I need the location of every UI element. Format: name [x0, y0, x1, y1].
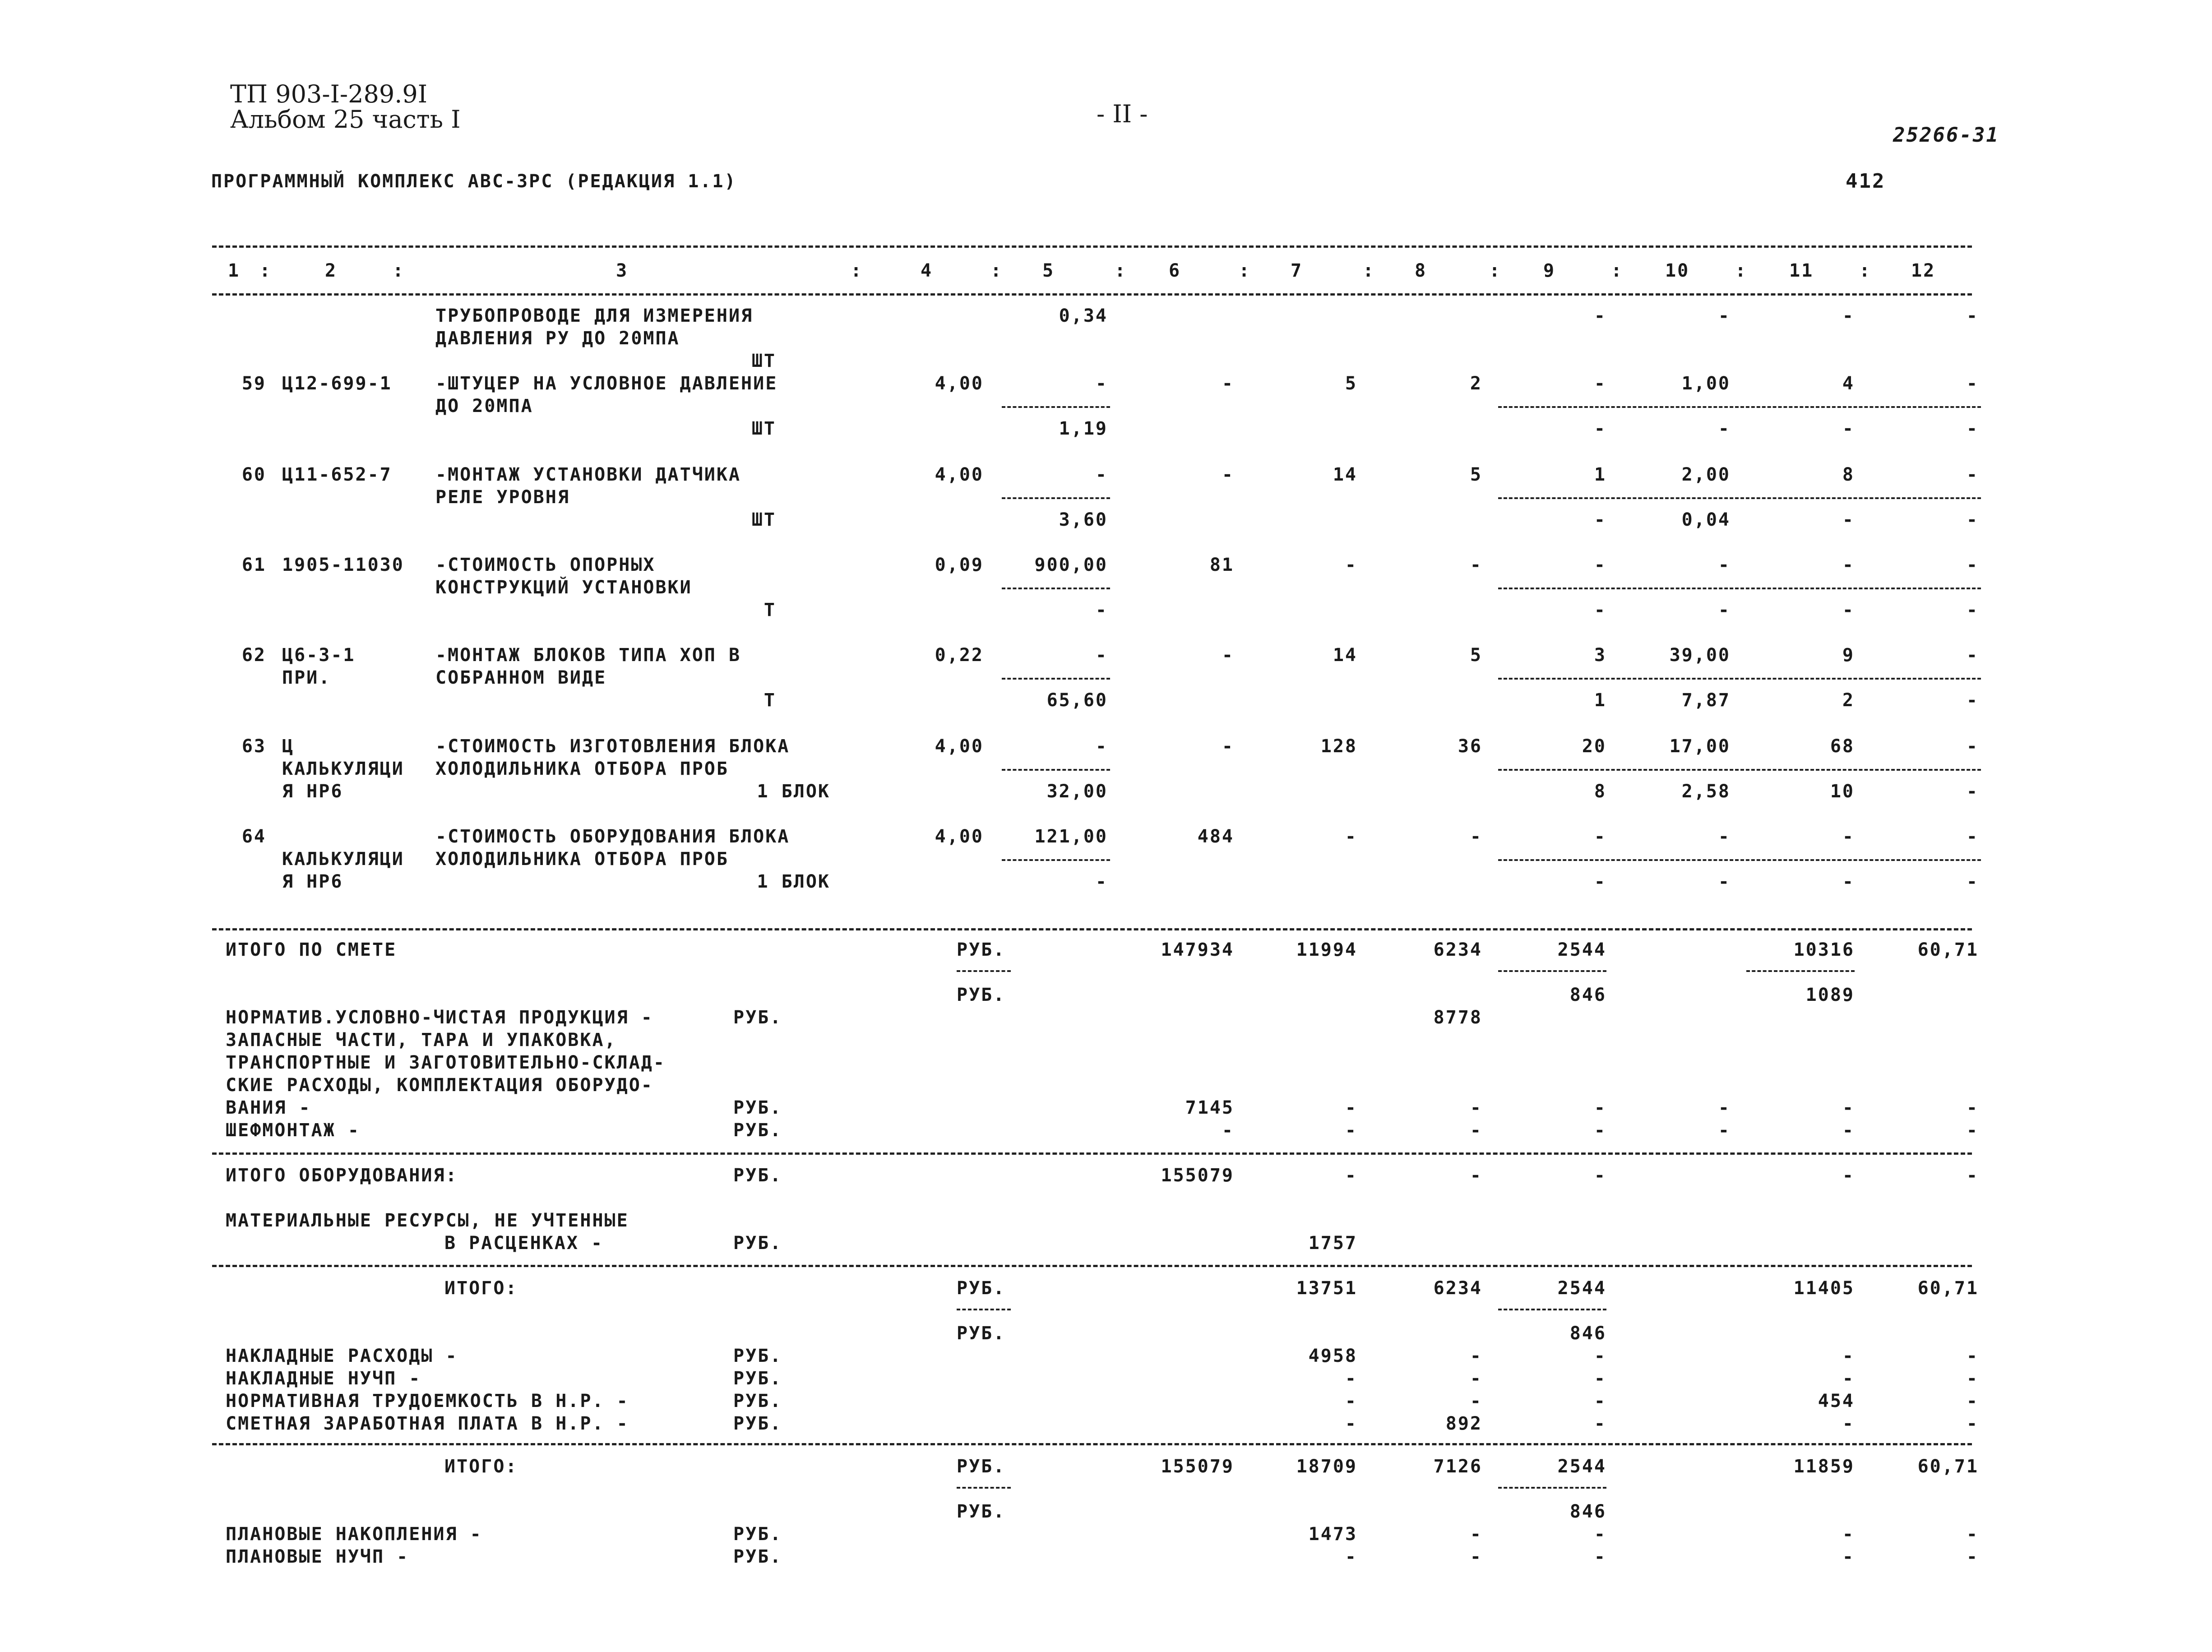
- program-title: ПРОГРАММНЫЙ КОМПЛЕКС АВС-3РС (РЕДАКЦИЯ 1.1): [211, 171, 737, 192]
- spare-parts-line: ЗАПАСНЫЕ ЧАСТИ, ТАРА И УПАКОВКА,: [226, 1030, 617, 1050]
- shefmontazh-c9: -: [1594, 1120, 1606, 1141]
- row-code: Я НР6: [282, 781, 343, 802]
- itogo2-unit-rule: [957, 1487, 1011, 1489]
- row-code: Ц: [282, 736, 295, 757]
- overhead-row-c7: 4958: [1308, 1346, 1357, 1366]
- overhead-row-unit: РУБ.: [733, 1368, 782, 1389]
- row-code: 1905-11030: [282, 555, 404, 575]
- album-label: Альбом 25 часть I: [230, 105, 461, 134]
- row-col5-top: -: [1095, 736, 1108, 757]
- total-smeta-col11-bottom: 1089: [1805, 985, 1855, 1005]
- equipment-unit: РУБ.: [733, 1097, 782, 1118]
- row-c9-top: -: [1594, 826, 1606, 847]
- row-description: -МОНТАЖ УСТАНОВКИ ДАТЧИКА: [435, 464, 741, 485]
- row-col7: 14: [1333, 464, 1357, 485]
- row-c9-top: 3: [1594, 645, 1606, 666]
- total-smeta-label: ИТОГО ПО СМЕТЕ: [226, 939, 397, 960]
- row-col8: 5: [1470, 464, 1482, 485]
- row-c12-top: -: [1966, 736, 1979, 757]
- plan-row-c11: -: [1842, 1524, 1855, 1545]
- row-number: 61: [241, 555, 266, 575]
- row-col5-rule: [1002, 859, 1110, 861]
- row-col9-12-rule: [1498, 678, 1981, 680]
- row-col9-12-rule: [1498, 859, 1981, 861]
- row-description: ДАВЛЕНИЯ РУ ДО 20МПА: [435, 328, 680, 349]
- shefmontazh-c6: -: [1222, 1120, 1234, 1141]
- archive-stamp: 25266-31: [1893, 124, 1999, 147]
- column-separator: :: [990, 260, 1003, 281]
- row-description: -МОНТАЖ БЛОКОВ ТИПА ХОП В: [435, 645, 741, 666]
- row-c11-bottom: -: [1842, 418, 1855, 439]
- equipment-c12: -: [1966, 1097, 1979, 1118]
- row-c11-bottom: -: [1842, 600, 1855, 620]
- column-separator: :: [1611, 260, 1624, 281]
- row-c11-bottom: 2: [1842, 690, 1855, 711]
- equipment-c6: 7145: [1185, 1097, 1234, 1118]
- total-smeta-unit-rule: [957, 970, 1011, 972]
- total-equipment-unit: РУБ.: [733, 1165, 782, 1186]
- table-top-rule: [212, 245, 1972, 248]
- row-c11-top: 9: [1842, 645, 1855, 666]
- overhead-row-label: НАКЛАДНЫЕ РАСХОДЫ -: [226, 1346, 458, 1366]
- row-code: Ц11-652-7: [282, 464, 392, 485]
- plan-row-label: ПЛАНОВЫЕ НАКОПЛЕНИЯ -: [226, 1524, 482, 1545]
- row-unit: Т: [764, 690, 776, 711]
- row-col5-top: -: [1095, 645, 1108, 666]
- row-c12-top: -: [1966, 826, 1979, 847]
- column-header-7: 7: [1291, 260, 1303, 281]
- column-separator: :: [1735, 260, 1748, 281]
- row-c9-top: 1: [1594, 464, 1606, 485]
- row-c9-top: 20: [1582, 736, 1606, 757]
- row-col6: -: [1222, 645, 1234, 666]
- row-c10-top: 39,00: [1669, 645, 1731, 666]
- row-col5-rule: [1002, 497, 1110, 499]
- itogo1-col9-top: 2544: [1557, 1278, 1606, 1299]
- row-description: ДО 20МПА: [435, 396, 533, 416]
- row-unit: ШТ: [751, 509, 776, 530]
- total-equipment-c12: -: [1966, 1165, 1979, 1186]
- column-separator: :: [1489, 260, 1502, 281]
- row-unit: ШТ: [751, 418, 776, 439]
- row-col5-top: -: [1095, 373, 1108, 394]
- total-equipment-c6: 155079: [1161, 1165, 1234, 1186]
- total-smeta-col11-top: 10316: [1793, 939, 1855, 960]
- itogo1-col7: 13751: [1296, 1278, 1357, 1299]
- row-col7: -: [1345, 555, 1357, 575]
- itogo2-col8: 7126: [1433, 1456, 1482, 1477]
- row-col5-bottom: 65,60: [1046, 690, 1108, 711]
- normative-col8: 8778: [1433, 1007, 1482, 1028]
- row-col5-rule: [1002, 678, 1110, 680]
- row-col9-12-rule: [1498, 769, 1981, 771]
- row-c10-top: 1,00: [1681, 373, 1731, 394]
- shefmontazh-c12: -: [1966, 1120, 1979, 1141]
- row-c10-top: 2,00: [1681, 464, 1731, 485]
- equipment-rule: [212, 1152, 1972, 1155]
- row-description: ХОЛОДИЛЬНИКА ОТБОРА ПРОБ: [435, 849, 729, 870]
- itogo2-col7: 18709: [1296, 1456, 1357, 1477]
- row-description: ТРУБОПРОВОДЕ ДЛЯ ИЗМЕРЕНИЯ: [435, 305, 754, 326]
- plan-row-c9: -: [1594, 1546, 1606, 1567]
- row-description: ХОЛОДИЛЬНИКА ОТБОРА ПРОБ: [435, 759, 729, 779]
- overhead-row-c7: -: [1345, 1391, 1357, 1411]
- total-equipment-c8: -: [1470, 1165, 1482, 1186]
- row-col4: 4,00: [935, 826, 984, 847]
- row-c12-bottom: -: [1966, 781, 1979, 802]
- normative-label: НОРМАТИВ.УСЛОВНО-ЧИСТАЯ ПРОДУКЦИЯ -: [226, 1007, 653, 1028]
- row-col5-rule: [1002, 406, 1110, 408]
- column-header-6: 6: [1169, 260, 1181, 281]
- row-c12-bottom: -: [1966, 509, 1979, 530]
- overhead-row-c9: -: [1594, 1413, 1606, 1434]
- row-c10-bottom: -: [1718, 418, 1731, 439]
- row-col6: -: [1222, 464, 1234, 485]
- row-col7: -: [1345, 826, 1357, 847]
- row-c12-bottom: -: [1966, 600, 1979, 620]
- row-col7: 5: [1345, 373, 1357, 394]
- row-code: Ц6-3-1: [282, 645, 356, 666]
- itogo1-label: ИТОГО:: [444, 1278, 518, 1299]
- itogo1-col11: 11405: [1793, 1278, 1855, 1299]
- column-separator: :: [1115, 260, 1127, 281]
- itogo2-label: ИТОГО:: [444, 1456, 518, 1477]
- sheet-number: 412: [1846, 170, 1886, 193]
- itogo2-unit: РУБ.: [957, 1456, 1006, 1477]
- itogo1-col12: 60,71: [1917, 1278, 1979, 1299]
- row-c12-bottom: -: [1966, 871, 1979, 892]
- overhead-row-unit: РУБ.: [733, 1346, 782, 1366]
- row-description: -ШТУЦЕР НА УСЛОВНОЕ ДАВЛЕНИЕ: [435, 373, 778, 394]
- overhead-row-c9: -: [1594, 1368, 1606, 1389]
- row-c10-top: -: [1718, 826, 1731, 847]
- column-separator: :: [1239, 260, 1251, 281]
- total-smeta-col9-bottom: 846: [1569, 985, 1606, 1005]
- total-smeta-col6: 147934: [1161, 939, 1234, 960]
- spare-parts-line: СКИЕ РАСХОДЫ, КОМПЛЕКТАЦИЯ ОБОРУДО-: [226, 1075, 653, 1096]
- row-c11-top: 68: [1830, 736, 1855, 757]
- row-col5-top: 121,00: [1034, 826, 1108, 847]
- row-c10-top: -: [1718, 305, 1731, 326]
- equipment-c7: -: [1345, 1097, 1357, 1118]
- itogo2-col11: 11859: [1793, 1456, 1855, 1477]
- shefmontazh-c10: -: [1718, 1120, 1731, 1141]
- row-col6: 81: [1209, 555, 1234, 575]
- spare-parts-line: ТРАНСПОРТНЫЕ И ЗАГОТОВИТЕЛЬНО-СКЛАД-: [226, 1052, 666, 1073]
- row-unit: ШТ: [751, 351, 776, 371]
- row-c12-top: -: [1966, 305, 1979, 326]
- row-col5-bottom: -: [1095, 600, 1108, 620]
- total-smeta-col8: 6234: [1433, 939, 1482, 960]
- plan-row-c11: -: [1842, 1546, 1855, 1567]
- row-c9-bottom: -: [1594, 509, 1606, 530]
- row-c10-top: -: [1718, 555, 1731, 575]
- row-col8: 2: [1470, 373, 1482, 394]
- doc-code: ТП 903-I-289.9I: [230, 80, 428, 108]
- column-header-8: 8: [1415, 260, 1427, 281]
- column-separator: :: [393, 260, 405, 281]
- materials-line1: МАТЕРИАЛЬНЫЕ РЕСУРСЫ, НЕ УЧТЕННЫЕ: [226, 1210, 629, 1231]
- row-description: РЕЛЕ УРОВНЯ: [435, 487, 570, 508]
- row-c10-bottom: -: [1718, 871, 1731, 892]
- row-description: СОБРАННОМ ВИДЕ: [435, 667, 607, 688]
- row-c12-top: -: [1966, 464, 1979, 485]
- column-separator: :: [259, 260, 272, 281]
- page-number: - II -: [1097, 100, 1148, 128]
- row-col5-top: 900,00: [1034, 555, 1108, 575]
- body-bottom-rule: [212, 928, 1972, 930]
- column-header-9: 9: [1543, 260, 1556, 281]
- column-header-1: 1: [228, 260, 241, 281]
- header-bottom-rule: [212, 293, 1972, 296]
- overhead-row-label: СМЕТНАЯ ЗАРАБОТНАЯ ПЛАТА В Н.Р. -: [226, 1413, 629, 1434]
- shefmontazh-c11: -: [1842, 1120, 1855, 1141]
- row-c11-bottom: -: [1842, 871, 1855, 892]
- plan-row-c9: -: [1594, 1524, 1606, 1545]
- row-c11-top: 4: [1842, 373, 1855, 394]
- total-equipment-label: ИТОГО ОБОРУДОВАНИЯ:: [226, 1165, 458, 1186]
- overhead-row-c11: -: [1842, 1368, 1855, 1389]
- plan-row-c8: -: [1470, 1546, 1482, 1567]
- column-separator: :: [1363, 260, 1375, 281]
- equipment-c10: -: [1718, 1097, 1731, 1118]
- materials-rule: [212, 1265, 1972, 1267]
- row-col5-rule: [1002, 588, 1110, 589]
- row-col7: 128: [1320, 736, 1357, 757]
- overhead-row-c12: -: [1966, 1413, 1979, 1434]
- overhead-row-c8: 892: [1445, 1413, 1482, 1434]
- row-c12-bottom: -: [1966, 690, 1979, 711]
- row-col5-bottom: 3,60: [1059, 509, 1108, 530]
- plan-row-c12: -: [1966, 1524, 1979, 1545]
- column-header-4: 4: [921, 260, 933, 281]
- itogo2-col9-bottom: 846: [1569, 1501, 1606, 1522]
- equipment-c11: -: [1842, 1097, 1855, 1118]
- total-equipment-c9: -: [1594, 1165, 1606, 1186]
- overhead-row-label: НАКЛАДНЫЕ НУЧП -: [226, 1368, 421, 1389]
- row-c11-top: -: [1842, 555, 1855, 575]
- row-col8: 36: [1458, 736, 1482, 757]
- column-header-12: 12: [1911, 260, 1936, 281]
- row-description: -СТОИМОСТЬ ОБОРУДОВАНИЯ БЛОКА: [435, 826, 790, 847]
- itogo2-rule: [212, 1443, 1972, 1445]
- row-c9-bottom: 8: [1594, 781, 1606, 802]
- plan-row-unit: РУБ.: [733, 1524, 782, 1545]
- row-unit: 1 БЛОК: [757, 781, 830, 802]
- overhead-row-unit: РУБ.: [733, 1391, 782, 1411]
- row-col6: -: [1222, 736, 1234, 757]
- overhead-row-c11: -: [1842, 1413, 1855, 1434]
- plan-row-unit: РУБ.: [733, 1546, 782, 1567]
- itogo2-col9-rule: [1498, 1487, 1606, 1489]
- row-col7: 14: [1333, 645, 1357, 666]
- row-c9-bottom: -: [1594, 600, 1606, 620]
- row-code: КАЛЬКУЛЯЦИ: [282, 759, 404, 779]
- row-unit: Т: [764, 600, 776, 620]
- row-col4: 0,09: [935, 555, 984, 575]
- overhead-row-c12: -: [1966, 1368, 1979, 1389]
- total-equipment-c7: -: [1345, 1165, 1357, 1186]
- row-c10-bottom: -: [1718, 600, 1731, 620]
- materials-unit: РУБ.: [733, 1233, 782, 1254]
- row-c10-bottom: 2,58: [1681, 781, 1731, 802]
- column-header-10: 10: [1665, 260, 1690, 281]
- shefmontazh-c7: -: [1345, 1120, 1357, 1141]
- row-col9-12-rule: [1498, 588, 1981, 589]
- total-smeta-col9-rule: [1498, 970, 1606, 972]
- row-col4: 0,22: [935, 645, 984, 666]
- equipment-label: ВАНИЯ -: [226, 1097, 311, 1118]
- row-col5-top: -: [1095, 464, 1108, 485]
- row-number: 59: [241, 373, 266, 394]
- overhead-row-c12: -: [1966, 1391, 1979, 1411]
- overhead-row-c7: -: [1345, 1368, 1357, 1389]
- total-smeta-col12: 60,71: [1917, 939, 1979, 960]
- total-smeta-col9-top: 2544: [1557, 939, 1606, 960]
- total-smeta-unit2: РУБ.: [957, 985, 1006, 1005]
- row-c11-bottom: 10: [1830, 781, 1855, 802]
- row-col4: 4,00: [935, 464, 984, 485]
- overhead-row-c9: -: [1594, 1391, 1606, 1411]
- row-code: Ц12-699-1: [282, 373, 392, 394]
- plan-row-c7: 1473: [1308, 1524, 1357, 1545]
- row-col6: -: [1222, 373, 1234, 394]
- row-c11-top: 8: [1842, 464, 1855, 485]
- column-separator: :: [851, 260, 863, 281]
- row-description: -СТОИМОСТЬ ОПОРНЫХ: [435, 555, 656, 575]
- column-header-3: 3: [616, 260, 629, 281]
- row-c9-top: -: [1594, 555, 1606, 575]
- materials-col7: 1757: [1308, 1233, 1357, 1254]
- row-col5-bottom: 1,19: [1059, 418, 1108, 439]
- row-code: КАЛЬКУЛЯЦИ: [282, 849, 404, 870]
- row-c9-bottom: -: [1594, 418, 1606, 439]
- row-c10-bottom: 0,04: [1681, 509, 1731, 530]
- column-header-5: 5: [1042, 260, 1055, 281]
- row-number: 60: [241, 464, 266, 485]
- equipment-c9: -: [1594, 1097, 1606, 1118]
- row-col9-12-rule: [1498, 497, 1981, 499]
- overhead-row-unit: РУБ.: [733, 1413, 782, 1434]
- row-c9-bottom: 1: [1594, 690, 1606, 711]
- itogo1-col8: 6234: [1433, 1278, 1482, 1299]
- itogo1-unit: РУБ.: [957, 1278, 1006, 1299]
- plan-row-c8: -: [1470, 1524, 1482, 1545]
- row-col5-bottom: -: [1095, 871, 1108, 892]
- itogo1-col9-rule: [1498, 1309, 1606, 1310]
- row-c12-top: -: [1966, 373, 1979, 394]
- row-description: КОНСТРУКЦИЙ УСТАНОВКИ: [435, 577, 692, 598]
- overhead-row-c11: 454: [1818, 1391, 1855, 1411]
- plan-row-c12: -: [1966, 1546, 1979, 1567]
- itogo2-unit2: РУБ.: [957, 1501, 1006, 1522]
- row-col9-12-rule: [1498, 406, 1981, 408]
- row-col4: 4,00: [935, 373, 984, 394]
- row-c10-top: 17,00: [1669, 736, 1731, 757]
- row-col5-top: 0,34: [1059, 305, 1108, 326]
- itogo1-unit-rule: [957, 1309, 1011, 1310]
- column-header-11: 11: [1789, 260, 1814, 281]
- equipment-c8: -: [1470, 1097, 1482, 1118]
- row-col4: 4,00: [935, 736, 984, 757]
- overhead-row-c12: -: [1966, 1346, 1979, 1366]
- overhead-row-c8: -: [1470, 1391, 1482, 1411]
- total-smeta-unit: РУБ.: [957, 939, 1006, 960]
- itogo2-col9-top: 2544: [1557, 1456, 1606, 1477]
- total-equipment-c11: -: [1842, 1165, 1855, 1186]
- row-c12-top: -: [1966, 555, 1979, 575]
- row-c11-top: -: [1842, 826, 1855, 847]
- overhead-row-label: НОРМАТИВНАЯ ТРУДОЕМКОСТЬ В Н.Р. -: [226, 1391, 629, 1411]
- row-col8: 5: [1470, 645, 1482, 666]
- row-col8: -: [1470, 826, 1482, 847]
- overhead-row-c9: -: [1594, 1346, 1606, 1366]
- itogo2-col6: 155079: [1161, 1456, 1234, 1477]
- normative-unit: РУБ.: [733, 1007, 782, 1028]
- shefmontazh-label: ШЕФМОНТАЖ -: [226, 1120, 360, 1141]
- row-col8: -: [1470, 555, 1482, 575]
- shefmontazh-unit: РУБ.: [733, 1120, 782, 1141]
- row-c11-top: -: [1842, 305, 1855, 326]
- row-number: 64: [241, 826, 266, 847]
- itogo1-col9-bottom: 846: [1569, 1323, 1606, 1344]
- itogo1-unit2: РУБ.: [957, 1323, 1006, 1344]
- overhead-row-c11: -: [1842, 1346, 1855, 1366]
- total-smeta-col7: 11994: [1296, 939, 1357, 960]
- plan-row-c7: -: [1345, 1546, 1357, 1567]
- row-c11-bottom: -: [1842, 509, 1855, 530]
- column-header-2: 2: [325, 260, 338, 281]
- shefmontazh-c8: -: [1470, 1120, 1482, 1141]
- row-unit: 1 БЛОК: [757, 871, 830, 892]
- itogo2-col12: 60,71: [1917, 1456, 1979, 1477]
- plan-row-label: ПЛАНОВЫЕ НУЧП -: [226, 1546, 409, 1567]
- row-col5-rule: [1002, 769, 1110, 771]
- row-c12-bottom: -: [1966, 418, 1979, 439]
- row-col5-bottom: 32,00: [1046, 781, 1108, 802]
- row-c9-top: -: [1594, 373, 1606, 394]
- row-code: Я НР6: [282, 871, 343, 892]
- column-separator: :: [1859, 260, 1872, 281]
- materials-line2: В РАСЦЕНКАХ -: [444, 1233, 604, 1254]
- row-col6: 484: [1197, 826, 1234, 847]
- overhead-row-c8: -: [1470, 1346, 1482, 1366]
- row-c10-bottom: 7,87: [1681, 690, 1731, 711]
- row-description: -СТОИМОСТЬ ИЗГОТОВЛЕНИЯ БЛОКА: [435, 736, 790, 757]
- row-c9-bottom: -: [1594, 871, 1606, 892]
- overhead-row-c8: -: [1470, 1368, 1482, 1389]
- row-code: ПРИ.: [282, 667, 331, 688]
- row-c12-top: -: [1966, 645, 1979, 666]
- row-number: 63: [241, 736, 266, 757]
- total-smeta-col11-rule: [1746, 970, 1855, 972]
- row-number: 62: [241, 645, 266, 666]
- row-c9-top: -: [1594, 305, 1606, 326]
- overhead-row-c7: -: [1345, 1413, 1357, 1434]
